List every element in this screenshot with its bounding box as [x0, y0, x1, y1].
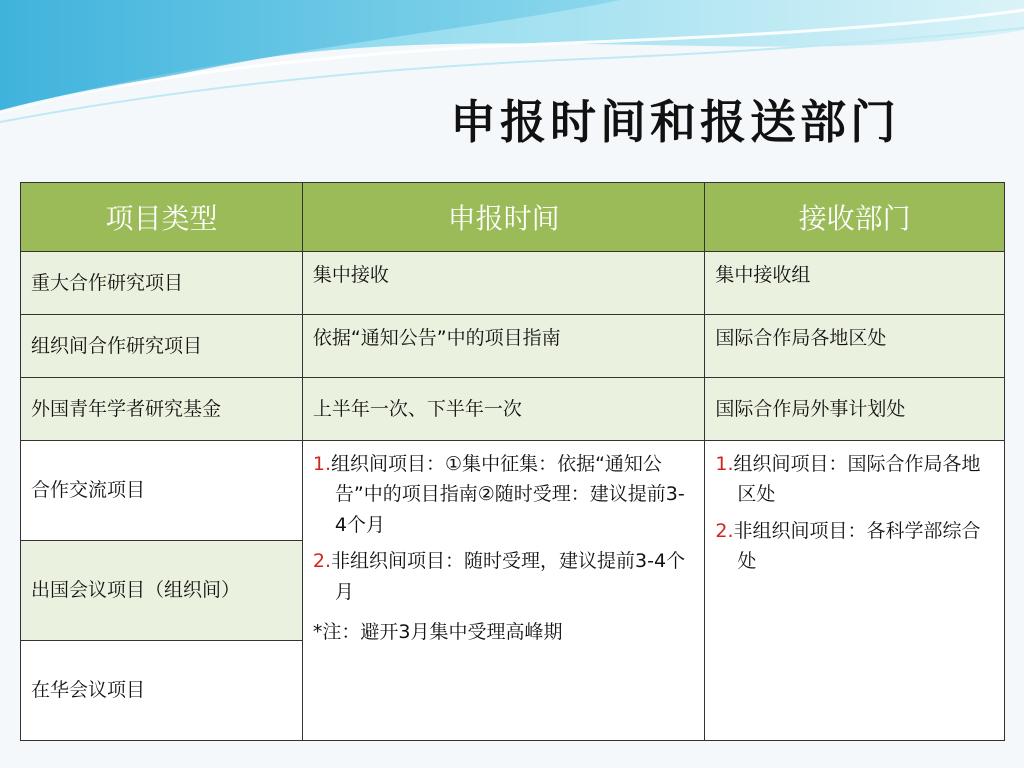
project-type-cell: 合作交流项目	[21, 441, 303, 541]
item-number: 1.	[312, 453, 332, 475]
project-type-cell: 在华会议项目	[21, 641, 303, 741]
item-text: 非组织间项目：各科学部综合处	[733, 519, 981, 573]
submission-time-cell: 依据“通知公告”中的项目指南	[302, 315, 704, 378]
table-row	[21, 441, 1005, 541]
item-text: 非组织间项目：随时受理，建议提前3-4个月	[331, 550, 686, 603]
table-row	[21, 252, 1005, 315]
page-title: 申报时间和报送部门	[450, 95, 900, 149]
time-item-2	[313, 546, 694, 607]
merged-dept-cell	[705, 441, 1005, 741]
item-text: 组织间项目：国际合作局各地区处	[733, 453, 981, 506]
receiving-dept-cell: 国际合作局各地区处	[705, 315, 1005, 378]
project-type-cell: 出国会议项目（组织间）	[21, 541, 303, 641]
header-submission-time: 申报时间	[302, 183, 704, 252]
header-project-type: 项目类型	[21, 183, 303, 252]
item-text: 组织间项目：①集中征集：依据“通知公告”中的项目指南②随时受理：建议提前3-4个月	[331, 453, 685, 536]
project-type-cell: 组织间合作研究项目	[21, 315, 303, 378]
table-row	[21, 315, 1005, 378]
dept-item-2	[715, 516, 994, 577]
header-receiving-dept: 接收部门	[705, 183, 1005, 252]
submission-time-cell: 集中接收	[302, 252, 704, 315]
time-item-1	[313, 449, 694, 540]
time-note: *注：避开3月集中受理高峰期	[312, 620, 563, 643]
project-type-cell: 外国青年学者研究基金	[21, 378, 303, 441]
table-row	[21, 378, 1005, 441]
item-number: 2.	[312, 550, 332, 573]
item-number: 2.	[715, 519, 734, 542]
table-header-row	[21, 183, 1005, 252]
receiving-dept-cell: 集中接收组	[705, 252, 1005, 315]
submission-table	[20, 182, 1005, 741]
submission-time-cell: 上半年一次、下半年一次	[302, 378, 704, 441]
receiving-dept-cell: 国际合作局外事计划处	[705, 378, 1005, 441]
item-number: 1.	[715, 453, 734, 475]
dept-item-1	[715, 449, 994, 510]
merged-time-cell	[302, 441, 704, 741]
project-type-cell: 重大合作研究项目	[21, 252, 303, 315]
